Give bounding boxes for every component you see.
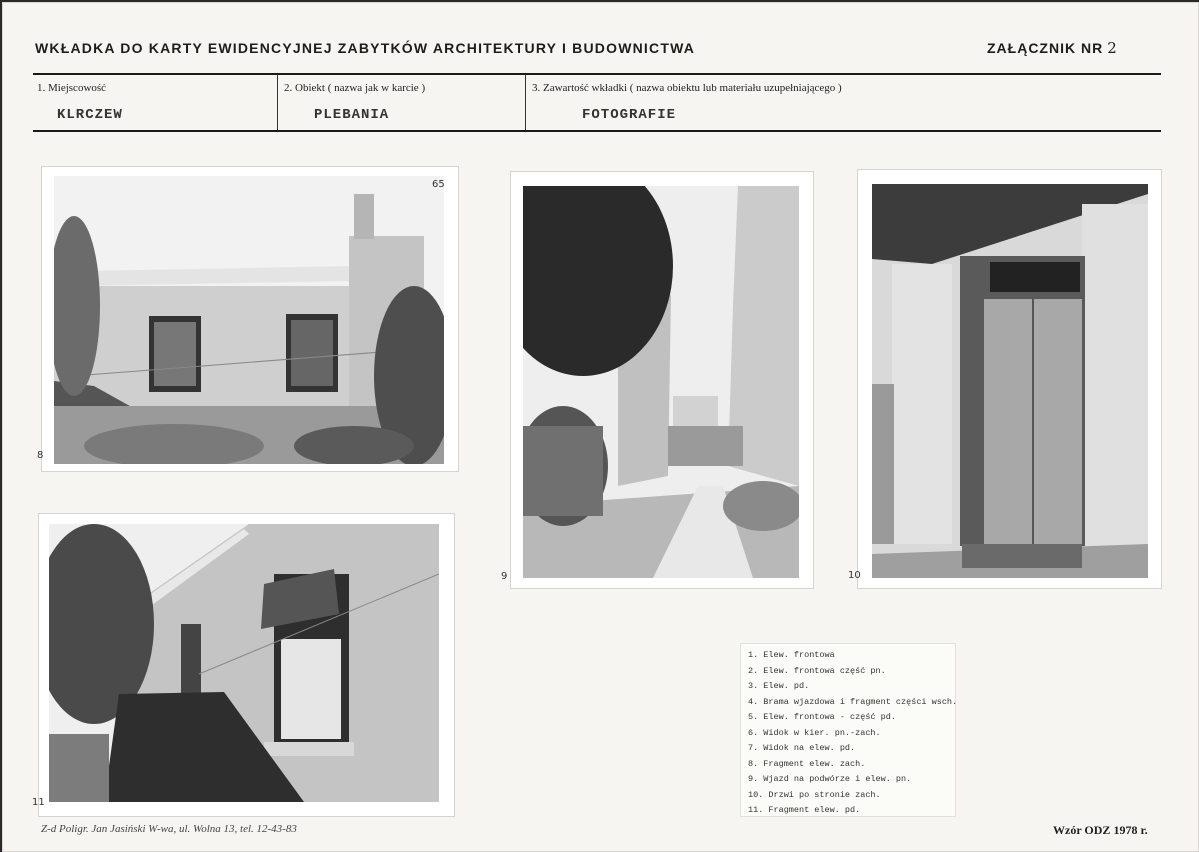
caption-item: 9. Wjazd na podwórze i elew. pn. <box>748 774 912 784</box>
photo-11-image <box>49 524 439 802</box>
printer-imprint: Z-d Poligr. Jan Jasiński W-wa, ul. Wolna 13, tel. 12-43-83 <box>41 823 297 835</box>
form-title: WKŁADKA DO KARTY EWIDENCYJNEJ ZABYTKÓW ARCHITEKTURY I BUDOWNICTWA <box>35 40 696 56</box>
caption-item: 7. Widok na elew. pd. <box>748 743 856 753</box>
annex-text: ZAŁĄCZNIK NR <box>987 40 1104 56</box>
photo-11 <box>32 513 455 817</box>
photo-10 <box>848 169 1162 589</box>
caption-item: 6. Widok w kier. pn.-zach. <box>748 727 881 738</box>
photo-11-number: 11 <box>32 797 45 808</box>
annex-number: 2 <box>1107 39 1118 57</box>
header-rule-top <box>33 73 1161 75</box>
photo-9-image <box>523 186 799 578</box>
field-contents-label: 3. Zawartość wkładki ( nazwa obiektu lub materiału uzupełniającego ) <box>532 82 842 94</box>
field-object-label: 2. Obiekt ( nazwa jak w karcie ) <box>284 82 426 94</box>
field-divider <box>525 75 526 130</box>
caption-item: 5. Elew. frontowa - część pd. <box>748 712 896 722</box>
photo-8-image <box>54 176 444 464</box>
form-version: Wzór ODZ 1978 r. <box>1053 823 1148 837</box>
photo-8-number: 8 <box>37 450 44 461</box>
field-contents-value: FOTOGRAFIE <box>582 107 677 123</box>
header-rule-bottom <box>33 130 1161 132</box>
photo-caption-list <box>740 643 956 817</box>
photo-9-number: 9 <box>501 571 508 582</box>
photo-10-image <box>872 184 1148 578</box>
field-locality-label: 1. Miejscowość <box>37 82 107 94</box>
photo-9 <box>501 171 814 589</box>
photo-10-number: 10 <box>848 570 861 581</box>
caption-item: 1. Elew. frontowa <box>748 650 835 660</box>
record-sheet <box>2 2 1199 852</box>
caption-item: 11. Fragment elew. pd. <box>748 805 861 815</box>
caption-item: 2. Elew. frontowa część pn. <box>748 665 886 676</box>
photo-8-corner-mark: 65 <box>432 179 445 190</box>
field-divider <box>277 75 278 130</box>
photo-8 <box>37 166 459 472</box>
caption-item: 8. Fragment elew. zach. <box>748 758 866 769</box>
caption-item: 3. Elew. pd. <box>748 681 810 691</box>
caption-item: 10. Drzwi po stronie zach. <box>748 789 881 800</box>
caption-item: 4. Brama wjazdowa i fragment części wsch. <box>748 696 958 707</box>
field-locality-value: KLRCZEW <box>57 107 123 123</box>
field-object-value: PLEBANIA <box>314 107 390 123</box>
annex-label <box>987 39 1118 57</box>
